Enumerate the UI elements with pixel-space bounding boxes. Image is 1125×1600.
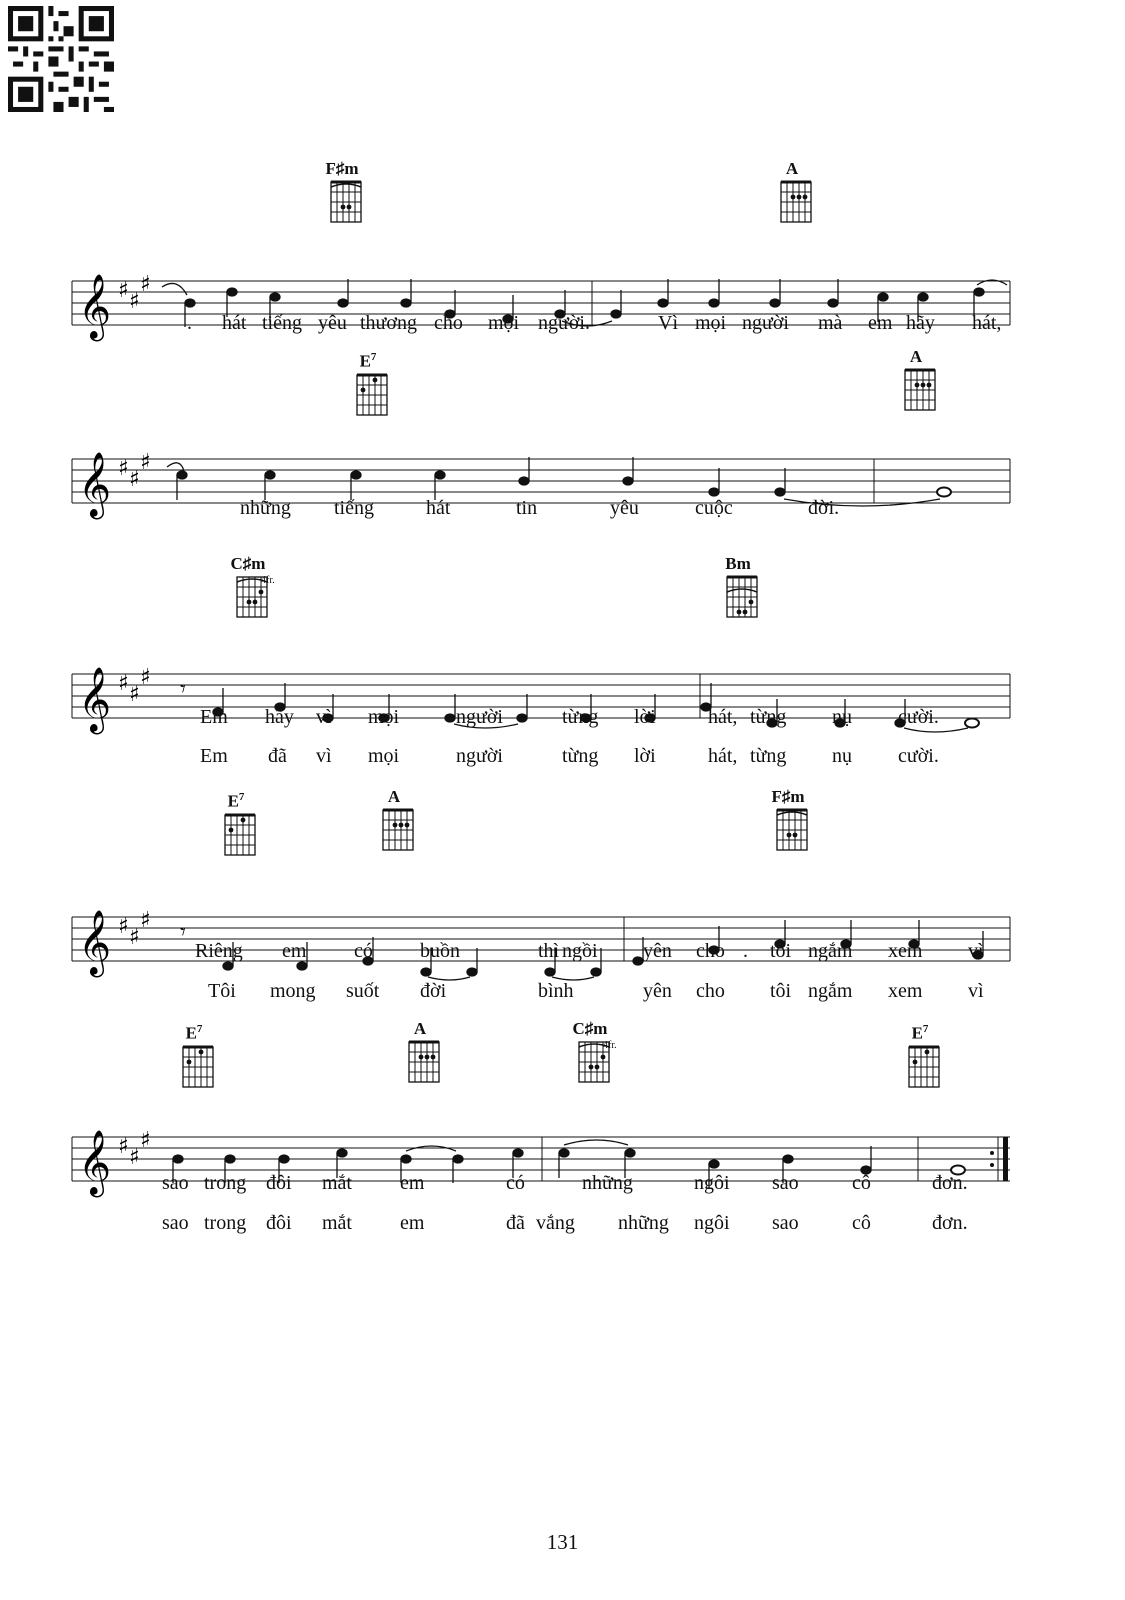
lyric-syllable: thương [360, 312, 417, 334]
lyric-syllable: Tôi [208, 980, 236, 1002]
qr-code [8, 6, 114, 112]
lyric-syllable: cười. [898, 706, 939, 728]
lyric-syllable: mong [270, 980, 316, 1002]
svg-text:♯: ♯ [118, 1134, 129, 1159]
chord-grid-icon [221, 811, 261, 859]
lyric-syllable: em [400, 1172, 425, 1194]
lyric-syllable: đôi [266, 1172, 292, 1194]
lyric-syllable: cuộc [695, 497, 733, 519]
lyric-syllable: hát, [972, 312, 1002, 334]
lyric-syllable: ngắm [808, 980, 853, 1002]
lyric-syllable: cô [852, 1172, 871, 1194]
lyric-syllable: từng [562, 706, 599, 728]
chord-grid-icon [379, 806, 419, 854]
svg-text:♯: ♯ [140, 665, 151, 690]
lyric-syllable: ngồi [562, 940, 598, 962]
lyric-syllable: người [456, 706, 503, 728]
chord-diagram [560, 1020, 620, 1091]
chord-diagram [708, 555, 768, 626]
page-number: 131 [546, 1530, 579, 1554]
lyric-syllable: Vì [658, 312, 678, 334]
lyric-syllable: cho [696, 940, 725, 962]
svg-text:♯: ♯ [140, 908, 151, 933]
lyric-syllable: người. [538, 312, 590, 334]
svg-text:♯: ♯ [118, 671, 129, 696]
lyric-syllable: xem [888, 980, 923, 1002]
fret-label: 4fr. [603, 1040, 617, 1051]
staff-system-2 [72, 348, 1032, 588]
lyric-syllable: yên [643, 980, 672, 1002]
lyric-syllable: . [743, 940, 748, 962]
svg-text:♯: ♯ [118, 456, 129, 481]
lyric-syllable: cô [852, 1212, 871, 1234]
chord-diagram [364, 788, 424, 859]
svg-text:𝄾: 𝄾 [180, 920, 186, 945]
lyric-syllable: có [506, 1172, 525, 1194]
lyric-syllable: sao [772, 1212, 799, 1234]
chord-name: A [387, 787, 401, 806]
chord-name: F♯m [325, 159, 359, 178]
lyric-syllable: vì [316, 745, 332, 767]
lyric-syllable: yên [643, 940, 672, 962]
lyric-syllable: mọi [488, 312, 520, 334]
chord-grid-icon [179, 1043, 219, 1091]
chord-name: $E^7$ [359, 351, 377, 371]
lyric-syllable: những [618, 1212, 669, 1234]
chord-grid-icon [773, 806, 813, 854]
lyric-syllable: mà [818, 312, 843, 334]
svg-text:♯: ♯ [129, 289, 140, 314]
svg-text:𝄾: 𝄾 [180, 677, 186, 702]
lyric-syllable: mắt [322, 1172, 352, 1194]
lyric-syllable: người [742, 312, 789, 334]
svg-text:♯: ♯ [140, 450, 151, 475]
chord-name: F♯m [771, 787, 805, 806]
chord-name: A [785, 159, 799, 178]
lyric-syllable: vì [316, 706, 332, 728]
lyric-syllable: cười. [898, 745, 939, 767]
treble-clef-icon: 𝄞 [78, 1130, 112, 1195]
lyric-syllable: cho [696, 980, 725, 1002]
chord-name: A [413, 1019, 427, 1038]
lyric-syllable: thì [538, 940, 560, 962]
lyric-syllable: em [282, 940, 307, 962]
lyric-syllable: mắt [322, 1212, 352, 1234]
lyric-syllable: hãy [265, 706, 294, 728]
chord-name: Bm [725, 554, 751, 573]
lyric-syllable: em [400, 1212, 425, 1234]
lyric-syllable: xem [888, 940, 923, 962]
chord-grid-icon [723, 573, 763, 621]
lyric-syllable: mọi [368, 745, 400, 767]
chord-name: C♯m [572, 1019, 608, 1038]
lyric-syllable: vắng [536, 1212, 575, 1234]
chord-name: $E^7$ [185, 1023, 203, 1043]
lyric-syllable: sao [162, 1172, 189, 1194]
lyric-syllable: đã [268, 745, 287, 767]
lyric-syllable: hãy [906, 312, 935, 334]
lyric-syllable: bình [538, 980, 574, 1002]
chord-grid-icon [777, 178, 817, 226]
lyric-syllable: Em [200, 745, 228, 767]
lyric-syllable: yêu [610, 497, 639, 519]
lyric-syllable: nụ [832, 745, 852, 767]
treble-clef-icon: 𝄞 [78, 667, 112, 732]
lyric-syllable: mọi [368, 706, 400, 728]
lyric-syllable: mọi [695, 312, 727, 334]
lyric-syllable: Riêng [195, 940, 243, 962]
lyric-syllable: sao [772, 1172, 799, 1194]
lyric-syllable: người [456, 745, 503, 767]
lyric-syllable: buồn [420, 940, 460, 962]
lyric-syllable: tin [516, 497, 538, 519]
lyric-syllable: từng [750, 706, 787, 728]
svg-text:♯: ♯ [118, 278, 129, 303]
lyric-syllable: vì [968, 980, 984, 1002]
lyric-syllable: hát [426, 497, 451, 519]
treble-clef-icon: 𝄞 [78, 274, 112, 339]
fret-label: 4fr. [261, 575, 275, 586]
chord-name: $E^7$ [227, 791, 245, 811]
lyric-syllable: hát, [708, 745, 738, 767]
lyric-syllable: . [187, 312, 192, 334]
lyric-syllable: hát [222, 312, 247, 334]
lyric-syllable: tôi [770, 940, 792, 962]
chord-grid-icon [405, 1038, 445, 1086]
lyric-syllable: những [240, 497, 291, 519]
chord-name: A [909, 347, 923, 366]
svg-text:♯: ♯ [140, 272, 151, 297]
lyric-syllable: em [868, 312, 893, 334]
lyric-syllable: suốt [346, 980, 380, 1002]
lyric-syllable: ngôi [694, 1172, 730, 1194]
chord-diagram [218, 555, 278, 626]
lyric-syllable: đời [420, 980, 447, 1002]
treble-clef-icon: 𝄞 [78, 452, 112, 517]
lyric-syllable: từng [750, 745, 787, 767]
svg-text:♯: ♯ [140, 1128, 151, 1153]
lyric-syllable: từng [562, 745, 599, 767]
lyric-syllable: tôi [770, 980, 792, 1002]
lyric-syllable: ngắm [808, 940, 853, 962]
treble-clef-icon: 𝄞 [78, 910, 112, 975]
lyric-syllable: tiếng [262, 312, 302, 334]
svg-text:♯: ♯ [129, 682, 140, 707]
svg-text:♯: ♯ [118, 914, 129, 939]
lyric-syllable: có [354, 940, 373, 962]
chord-grid-icon [901, 366, 941, 414]
lyric-syllable: đôi [266, 1212, 292, 1234]
chord-diagram [890, 1020, 950, 1096]
lyric-syllable: cho [434, 312, 463, 334]
chord-name: C♯m [230, 554, 266, 573]
chord-diagram [762, 160, 822, 231]
chord-grid-icon [327, 178, 367, 226]
lyric-syllable: tiếng [334, 497, 374, 519]
chord-name: $E^7$ [911, 1023, 929, 1043]
chord-diagram [390, 1020, 450, 1091]
svg-text:♯: ♯ [129, 925, 140, 950]
lyric-syllable: lời [634, 706, 656, 728]
lyric-syllable: Em [200, 706, 228, 728]
lyric-syllable: nụ [832, 706, 852, 728]
lyric-syllable: ngôi [694, 1212, 730, 1234]
lyric-syllable: những [582, 1172, 633, 1194]
lyric-syllable: vì [968, 940, 984, 962]
lyric-syllable: đời. [808, 497, 840, 519]
svg-text:♯: ♯ [129, 467, 140, 492]
chord-diagram [312, 160, 372, 231]
chord-diagram [164, 1020, 224, 1096]
lyric-syllable: đơn. [932, 1212, 968, 1234]
lyric-syllable: đã [506, 1212, 525, 1234]
lyric-syllable: sao [162, 1212, 189, 1234]
chord-diagram [758, 788, 818, 859]
chord-grid-icon [905, 1043, 945, 1091]
music-staff [72, 408, 1032, 568]
lyric-syllable: lời [634, 745, 656, 767]
lyric-syllable: trong [204, 1172, 247, 1194]
lyric-syllable: đơn. [932, 1172, 968, 1194]
lyric-syllable: yêu [318, 312, 347, 334]
lyric-syllable: hát, [708, 706, 738, 728]
svg-text:♯: ♯ [129, 1145, 140, 1170]
chord-diagram [206, 788, 266, 864]
lyric-syllable: trong [204, 1212, 247, 1234]
